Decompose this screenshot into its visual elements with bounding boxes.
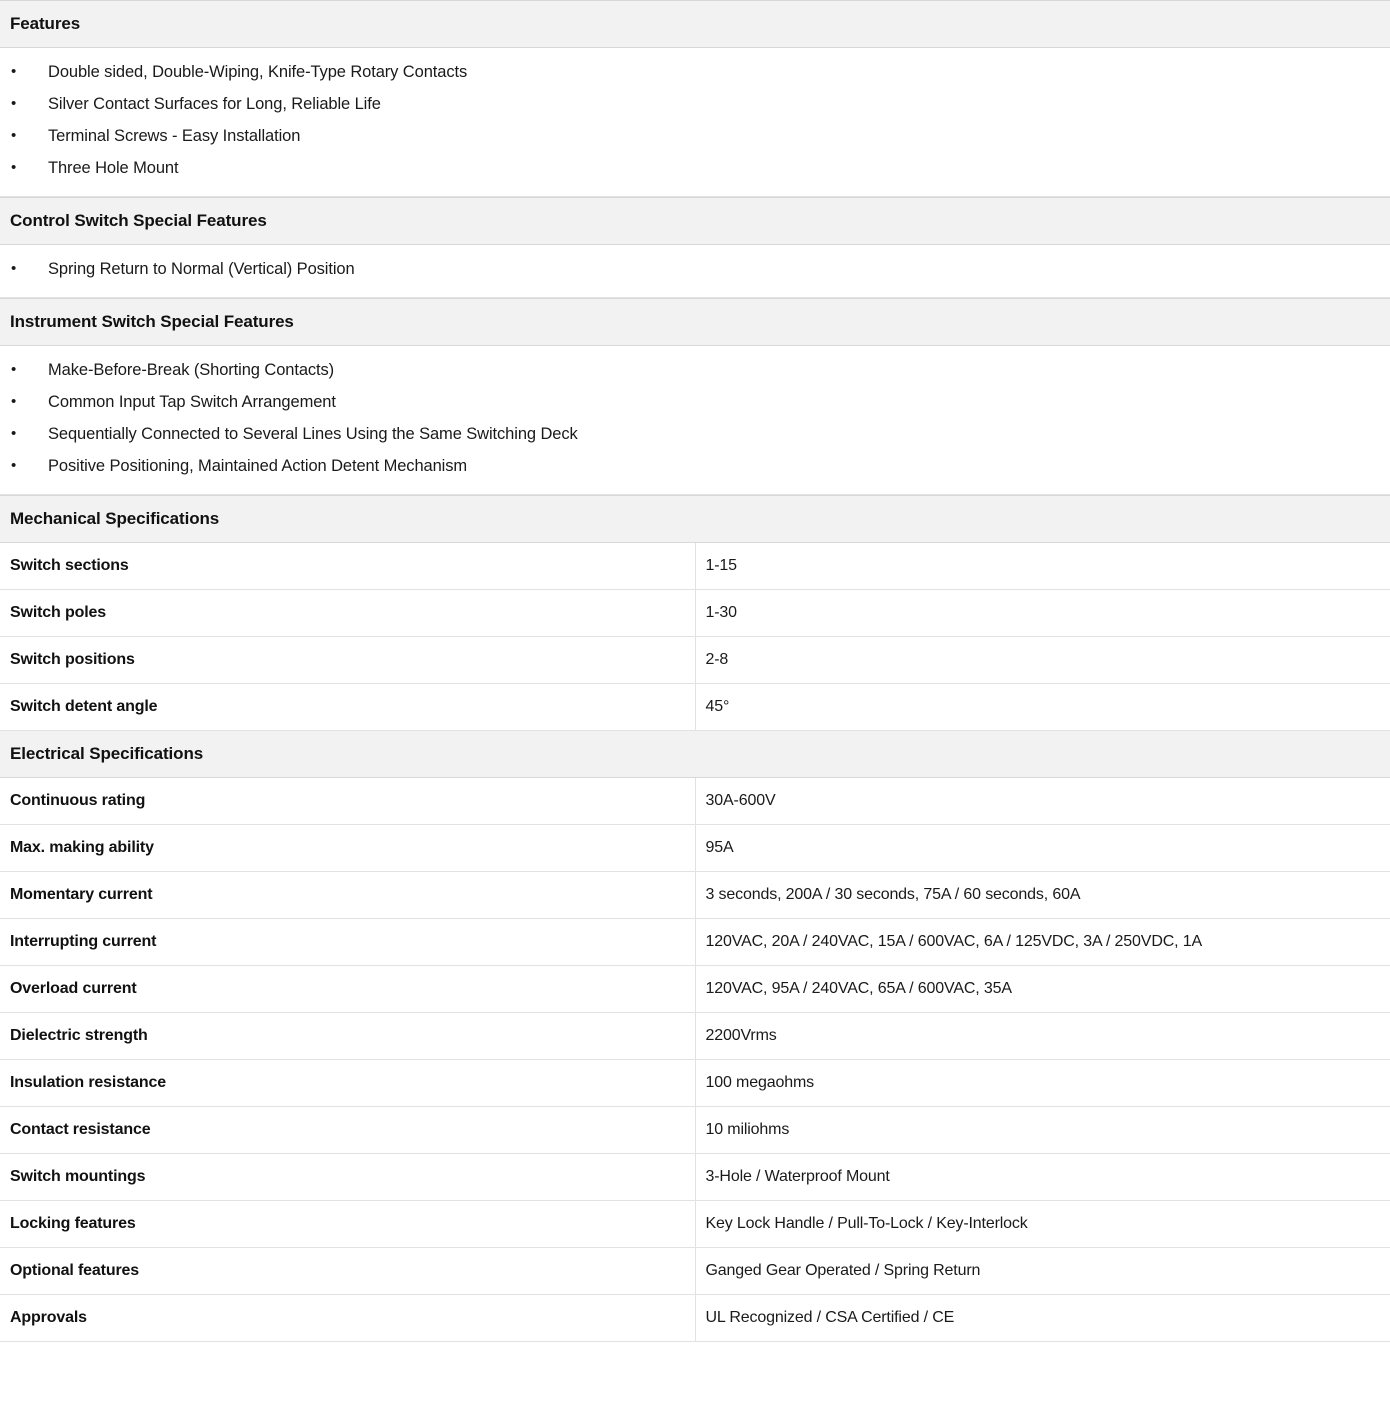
- row-value: 95A: [695, 825, 1390, 872]
- row-value: 10 miliohms: [695, 1107, 1390, 1154]
- row-value: 3 seconds, 200A / 30 seconds, 75A / 60 seconds, 60A: [695, 872, 1390, 919]
- row-value: 120VAC, 20A / 240VAC, 15A / 600VAC, 6A / 125VDC, 3A / 250VDC, 1A: [695, 919, 1390, 966]
- list-item-label: Common Input Tap Switch Arrangement: [48, 393, 336, 411]
- table-row: [0, 778, 1390, 825]
- table-row: [0, 919, 1390, 966]
- row-value: 2-8: [695, 637, 1390, 684]
- list-item: [0, 152, 1390, 184]
- section-header-instrument-switch-special-features: Instrument Switch Special Features: [0, 298, 1390, 346]
- table-row: [0, 1295, 1390, 1342]
- section-title: Mechanical Specifications: [0, 496, 1390, 543]
- table-row: [0, 1201, 1390, 1248]
- table-row: [0, 590, 1390, 637]
- list-item: [0, 253, 1390, 285]
- table-row: [0, 543, 1390, 590]
- list-item-label: Spring Return to Normal (Vertical) Position: [48, 260, 355, 278]
- section-title: Electrical Specifications: [0, 731, 1390, 778]
- section-header-features: Features: [0, 0, 1390, 48]
- row-label: Continuous rating: [0, 778, 695, 825]
- row-value: Key Lock Handle / Pull-To-Lock / Key-Interlock: [695, 1201, 1390, 1248]
- bullet-icon: •: [11, 393, 17, 410]
- bullet-icon: •: [11, 361, 17, 378]
- list-item-label: Positive Positioning, Maintained Action Detent Mechanism: [48, 457, 468, 475]
- row-label: Locking features: [0, 1201, 695, 1248]
- list-item-label: Sequentially Connected to Several Lines Using the Same Switching Deck: [48, 425, 578, 443]
- table-row: [0, 1060, 1390, 1107]
- row-value: UL Recognized / CSA Certified / CE: [695, 1295, 1390, 1342]
- section-header-electrical-specifications: [0, 731, 1390, 778]
- row-label: Max. making ability: [0, 825, 695, 872]
- list-item: [0, 386, 1390, 418]
- list-item: [0, 354, 1390, 386]
- row-label: Switch sections: [0, 543, 695, 590]
- list-item-label: Three Hole Mount: [48, 159, 179, 177]
- list-item: [0, 450, 1390, 482]
- specifications-table: [0, 495, 1390, 1342]
- row-value: 1-30: [695, 590, 1390, 637]
- list-item-label: Silver Contact Surfaces for Long, Reliable Life: [48, 95, 381, 113]
- list-item-label: Double sided, Double-Wiping, Knife-Type Rotary Contacts: [48, 63, 468, 81]
- row-value: 120VAC, 95A / 240VAC, 65A / 600VAC, 35A: [695, 966, 1390, 1013]
- row-value: 45°: [695, 684, 1390, 731]
- table-row: [0, 966, 1390, 1013]
- row-label: Switch poles: [0, 590, 695, 637]
- instrument-switch-list: [0, 346, 1390, 495]
- row-label: Interrupting current: [0, 919, 695, 966]
- row-label: Switch positions: [0, 637, 695, 684]
- row-value: 100 megaohms: [695, 1060, 1390, 1107]
- table-row: [0, 872, 1390, 919]
- row-label: Optional features: [0, 1248, 695, 1295]
- bullet-icon: •: [11, 425, 17, 442]
- row-label: Approvals: [0, 1295, 695, 1342]
- features-list: [0, 48, 1390, 197]
- bullet-icon: •: [11, 260, 17, 277]
- table-row: [0, 637, 1390, 684]
- row-value: 1-15: [695, 543, 1390, 590]
- section-header-mechanical-specifications: [0, 496, 1390, 543]
- list-item: [0, 120, 1390, 152]
- bullet-icon: •: [11, 159, 17, 176]
- list-item: [0, 88, 1390, 120]
- bullet-icon: •: [11, 95, 17, 112]
- row-label: Switch mountings: [0, 1154, 695, 1201]
- bullet-icon: •: [11, 457, 17, 474]
- row-value: Ganged Gear Operated / Spring Return: [695, 1248, 1390, 1295]
- row-value: 30A-600V: [695, 778, 1390, 825]
- row-label: Switch detent angle: [0, 684, 695, 731]
- list-item-label: Terminal Screws - Easy Installation: [48, 127, 301, 145]
- table-row: [0, 1107, 1390, 1154]
- table-row: [0, 1013, 1390, 1060]
- list-item: [0, 418, 1390, 450]
- table-row: [0, 1248, 1390, 1295]
- row-label: Contact resistance: [0, 1107, 695, 1154]
- control-switch-list: [0, 245, 1390, 298]
- bullet-icon: •: [11, 127, 17, 144]
- list-item: [0, 56, 1390, 88]
- row-label: Momentary current: [0, 872, 695, 919]
- section-header-control-switch-special-features: Control Switch Special Features: [0, 197, 1390, 245]
- row-label: Dielectric strength: [0, 1013, 695, 1060]
- table-row: [0, 825, 1390, 872]
- row-value: 3-Hole / Waterproof Mount: [695, 1154, 1390, 1201]
- list-item-label: Make-Before-Break (Shorting Contacts): [48, 361, 335, 379]
- table-row: [0, 684, 1390, 731]
- bullet-icon: •: [11, 63, 17, 80]
- row-value: 2200Vrms: [695, 1013, 1390, 1060]
- table-row: [0, 1154, 1390, 1201]
- row-label: Overload current: [0, 966, 695, 1013]
- row-label: Insulation resistance: [0, 1060, 695, 1107]
